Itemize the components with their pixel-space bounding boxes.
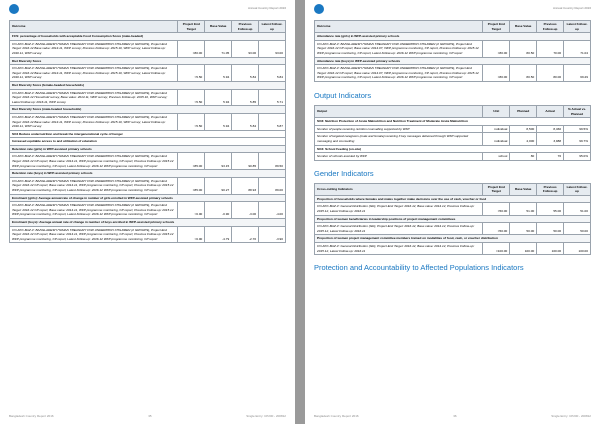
row-label: CO-FFC-BAZ-V: BANGLADESH HUMAN TREASURY FOR UNDERPRIVI CHILDREN (2 GROUPS), Project End Target: 2016.12 CP report, Base value: 2014.11, WFP programme monitoring, CP report, Previous Follow-up: 2015.12 WFP programme monitoring, CP report, Latest Follow-up: 2016.12 WFP programme monitoring, CP report [10,153,178,170]
cell-value: 8,500 [510,125,537,133]
table-row [315,33,591,41]
row-label: CO-FFC-BAZ-V: BANGLADESH HUMAN TREASURY FOR UNDERPRIVI CHILDREN (2 GROUPS), Project End Target: 2016.12 Base value: 2014.11, WFP survey; Previous Follow-up: 2015.10, WFP survey; Latest Follow-up: 2016.11, WFP survey [10,113,178,130]
table-row [315,153,591,161]
cell-value: 90.85 [232,153,259,170]
cell-value: 5.94 [205,65,232,82]
table-row [10,170,286,178]
column-header: Previous Follow-up [537,21,564,33]
cell-value: 5.84 [232,65,259,82]
cell-value: 99.7% [564,133,591,145]
cell-value: >5.50 [178,113,205,130]
column-header: Previous Follow-up [232,21,259,33]
row-label: CO-FFC-BAZ-V: General Distribution (GD), Project End Target: 2016.12, Base value: 2014.12, Previous Follow-up: 2015.12, Latest Follow-up: 2016.11 [315,243,483,255]
cell-value: -0.90 [205,202,232,219]
table-row [10,57,286,65]
cell-value: 80 [510,153,537,161]
page-header: Annual Country Report 2016 [552,6,591,10]
wfp-logo-icon [9,4,19,14]
section-title: SO3: Nutrition Protection of Acute Malnutrition and Nutrition Treatment of Moderate Acute Malnutrition [315,118,591,126]
table-row [315,125,591,133]
indicator-title: Retention rate (girls) in WFP-assisted primary schools [10,145,286,153]
footer-right: Single Entry: CP200 - 200812 [246,414,286,418]
footer-left: Bangladesh Country Report 2016 [314,414,359,418]
cell-value: 5.87 [259,113,286,130]
indicator-title: Diet Diversity Score (male-headed households) [10,106,286,114]
table-row [315,40,591,57]
table-row [10,202,286,219]
page-number: 35 [148,414,152,418]
section-title: Increased equitable access to and utilization of education [10,138,286,146]
cell-value: 95.0% [564,153,591,161]
table-row [315,195,591,203]
column-header: Latest Follow-up [564,183,591,195]
row-label: CO-FFC-BAZ-V: BANGLADESH HUMAN TREASURY FOR UNDERPRIVI CHILDREN (2 GROUPS), Project End Target: 2016.12 CP report, Base value: 2014.11, WFP programme monitoring, CP report, Previous Follow-up: 2015.12 WFP programme monitoring, CP report, Latest Follow-up: 2016.12 WFP programme monitoring, CP report [10,226,178,243]
cell-value: 5.84 [232,113,259,130]
cell-value: 55.00 [537,203,564,215]
cell-value: -3.00 [232,202,259,219]
row-label: CO-FFC-BAZ-V: BANGLADESH HUMAN TREASURY FOR UNDERPRIVI CHILDREN (2 GROUPS), Project End Target: 2016.12 Base value: 2014.11, WFP survey; Previous Follow-up: 2015.10, WFP survey; Latest Follow-up: 2016.11, WFP survey [10,40,178,57]
cell-value: 89.50 [259,153,286,170]
column-header: Unit [483,105,510,117]
row-label: Number of people receiving nutrition counselling supported by WFP [315,125,483,133]
table-row [10,81,286,89]
table-row [10,113,286,130]
column-header: Project End Target [483,183,510,195]
row-label: CO-FFC-BAZ-V: BANGLADESH HUMAN TREASURY FOR UNDERPRIVI CHILDREN (2 GROUPS), Project End Target: 2016.12 CP report, Base value: 2014.11, WFP programme monitoring, CP report, Previous Follow-up: 2015.12 WFP programme monitoring, CP report, Latest Follow-up: 2016.12 WFP programme monitoring, CP report [10,177,178,194]
cell-value: -4.79 [205,226,232,243]
column-header: Outcome [10,21,178,33]
table-row [10,40,286,57]
table-row [315,57,591,65]
indicator-title: Enrolment (boys): Average annual rate of change in number of boys enrolled in WFP-assisted primary schools [10,219,286,227]
indicator-title: Proportion of households where females and males together make decisions over the use of cash, voucher or food [315,195,591,203]
table-row [10,226,286,243]
column-header: Outcome [315,21,483,33]
row-label: Number of targeted caregivers (male and female) receiving 3 key messages delivered through WFP supported messaging and counselling [315,133,483,145]
table-row [10,33,286,41]
right-page [305,0,600,424]
cell-value: 93.00 [259,40,286,57]
column-header: % Actual vs. Planned [564,105,591,117]
cell-value: 50.00 [510,223,537,235]
section-title: SO4: School Feeding (on-site) [315,145,591,153]
cell-value: 4,000 [510,133,537,145]
gender-table [314,183,591,256]
indicator-title: Attendance rate (boys) in WFP-assisted primary schools [315,57,591,65]
cell-value: individual [483,125,510,133]
column-header: Project End Target [483,21,510,33]
row-label: CO-FFC-BAZ-V: BANGLADESH HUMAN TREASURY FOR UNDERPRIVI CHILDREN (2 GROUPS), Project End Target: 2016.12 CP report, Base value: 2014.07, WFP programme monitoring, CP report, Previous Follow-up: 2015.12 WFP programme monitoring, CP report, Latest Follow-up: 2016.12 WFP programme monitoring, CP report [315,65,483,82]
cell-value: 80.50 [510,65,537,82]
outcome-table [9,20,286,243]
indicator-title: Diet Diversity Score (female-headed households) [10,81,286,89]
footer-left: Bangladesh Country Report 2016 [9,414,54,418]
cell-value: >5.50 [178,89,205,106]
column-header: Previous Follow-up [537,183,564,195]
cell-value: =85.00 [178,153,205,170]
table-row [10,177,286,194]
column-header: Base Value [510,21,537,33]
left-page [0,0,295,424]
page-footer [9,414,286,418]
table-row [315,65,591,82]
footer-right: Single Entry: CP200 - 200812 [551,414,591,418]
output-table [314,105,591,161]
indicator-title: Attendance rate (girls) in WFP-assisted primary schools [315,33,591,41]
column-header: Base Value [205,21,232,33]
table-row [10,219,286,227]
column-header: Cross-cutting Indicators [315,183,483,195]
column-header: Planned [510,105,537,117]
row-label: CO-FFC-BAZ-V: BANGLADESH HUMAN TREASURY FOR UNDERPRIVI CHILDREN (2 GROUPS), Project End Target: 2016.12 CP report, Base value: 2014.07, WFP programme monitoring, CP report, Previous Follow-up: 2015.12 WFP programme monitoring, CP report, Latest Follow-up: 2016.12 WFP programme monitoring, CP report [315,40,483,57]
cell-value: individual [483,133,510,145]
cell-value: 51.00 [564,203,591,215]
column-header: Latest Follow-up [259,21,286,33]
table-row [10,194,286,202]
cell-value: =50.00 [483,203,510,215]
column-header: Actual [537,105,564,117]
table-row [315,235,591,243]
indicator-title: Retention rate (boys) in WFP-assisted primary schools [10,170,286,178]
section-title: SO4 Reduce undernutrition and break the intergenerational cycle of hunger [10,130,286,138]
cell-value: =80.00 [483,65,510,82]
cell-value: 100.00 [510,243,537,255]
row-label: Number of schools assisted by WFP [315,153,483,161]
table-row [315,223,591,235]
cell-value: 76 [537,153,564,161]
cell-value: =50.00 [483,223,510,235]
row-label: CO-FFC-BAZ-V: General Distribution (GD), Project End Target: 2016.12, Base value: 2014.12, Previous Follow-up: 2015.12, Latest Follow-up: 2016.11 [315,203,483,215]
cell-value: 5.85 [232,89,259,106]
table-row [10,130,286,138]
table-row [10,65,286,82]
cell-value: 50.00 [564,223,591,235]
cell-value: >6.00 [178,226,205,243]
cell-value: 71.05 [205,40,232,57]
cell-value: 100.00 [564,243,591,255]
page-number: 36 [453,414,457,418]
table-row [10,138,286,146]
cell-value: 99.5% [564,125,591,133]
protection-indicators-heading: Protection and Accountability to Affected Populations Indicators [314,263,524,273]
table-row [10,89,286,106]
cell-value: >6.00 [178,202,205,219]
column-header: Latest Follow-up [564,21,591,33]
cell-value: 5.71 [259,89,286,106]
gender-indicators-heading: Gender Indicators [314,168,374,178]
cell-value: 5.94 [205,113,232,130]
cell-value: 93.15 [205,153,232,170]
table-row [10,145,286,153]
indicator-title: Proportion of women project management committee members trained on modalities of food, cash, or voucher distribution [315,235,591,243]
column-header: Output [315,105,483,117]
table-row [315,118,591,126]
cell-value: 50.00 [537,223,564,235]
outcome-table-continued [314,20,591,82]
indicator-title: Proportion of women beneficiaries in leadership positions of project management committees [315,215,591,223]
table-row [315,145,591,153]
cell-value: 69.29 [564,65,591,82]
cell-value: 51.00 [510,203,537,215]
output-indicators-heading: Output Indicators [314,90,372,100]
table-row [315,133,591,145]
cell-value: -2.70 [232,226,259,243]
cell-value: 100.00 [537,243,564,255]
cell-value: 70.00 [537,40,564,57]
table-row [10,106,286,114]
cell-value: -4.00 [259,202,286,219]
row-label: CO-FFC-BAZ-V: BANGLADESH HUMAN TREASURY FOR UNDERPRIVI CHILDREN (2 GROUPS), Project End Target: 2016.12 Base value: 2014.11, WFP survey; Previous Follow-up: 2015.10, WFP survey; Latest Follow-up: 2016.11, WFP survey [10,65,178,82]
page-header: Annual Country Report 2016 [247,6,286,10]
cell-value: 5.84 [259,65,286,82]
wfp-logo-icon [314,4,324,14]
cell-value: 88.93 [232,177,259,194]
cell-value: -3.90 [259,226,286,243]
table-row [315,203,591,215]
page-footer [314,414,591,418]
row-label: CO-FFC-BAZ-V: BANGLADESH HUMAN TREASURY FOR UNDERPRIVI CHILDREN (2 GROUPS), Project End Target: 2016.12 CP report, Base value: 2014.11, WFP programme monitoring, CP report, Previous Follow-up: 2015.12 WFP programme monitoring, CP report, Latest Follow-up: 2016.12 WFP programme monitoring, CP report [10,202,178,219]
cell-value: =85.00 [178,177,205,194]
cell-value: 80.00 [537,65,564,82]
cell-value: =80.00 [483,40,510,57]
table-row [315,243,591,255]
column-header: Project End Target [178,21,205,33]
column-header: Base Value [510,183,537,195]
cell-value: 8,460 [537,125,564,133]
cell-value: 93.00 [232,40,259,57]
cell-value: 5.94 [205,89,232,106]
row-label: CO-FFC-BAZ-V: BANGLADESH HUMAN TREASURY FOR UNDERPRIVI CHILDREN (2 GROUPS), Project End Target: 2016.12 Household survey, Base value: 2014.11, WFP survey; Previous Follow-up: 2015.10, WFP survey; Latest Follow-up: 2016.11, WFP survey [10,89,178,106]
table-row [10,153,286,170]
cell-value: >5.50 [178,65,205,82]
cell-value: =100.00 [483,243,510,255]
cell-value: 3,988 [537,133,564,145]
row-label: CO-FFC-BAZ-V: General Distribution (GD), Project End Target: 2016.12, Base value: 2014.12, Previous Follow-up: 2015.12, Latest Follow-up: 2016.11 [315,223,483,235]
indicator-title: FCS: percentage of households with acceptable Food Consumption Score (male-headed) [10,33,286,41]
indicator-title: Diet Diversity Score [10,57,286,65]
cell-value: =80.00 [178,40,205,57]
cell-value: 90.27 [205,177,232,194]
indicator-title: Enrolment (girls): Average annual rate of change in number of girls enrolled in WFP-assisted primary schools [10,194,286,202]
cell-value: 80.50 [510,40,537,57]
cell-value: 71.04 [564,40,591,57]
cell-value: school [483,153,510,161]
table-row [315,215,591,223]
cell-value: 89.00 [259,177,286,194]
